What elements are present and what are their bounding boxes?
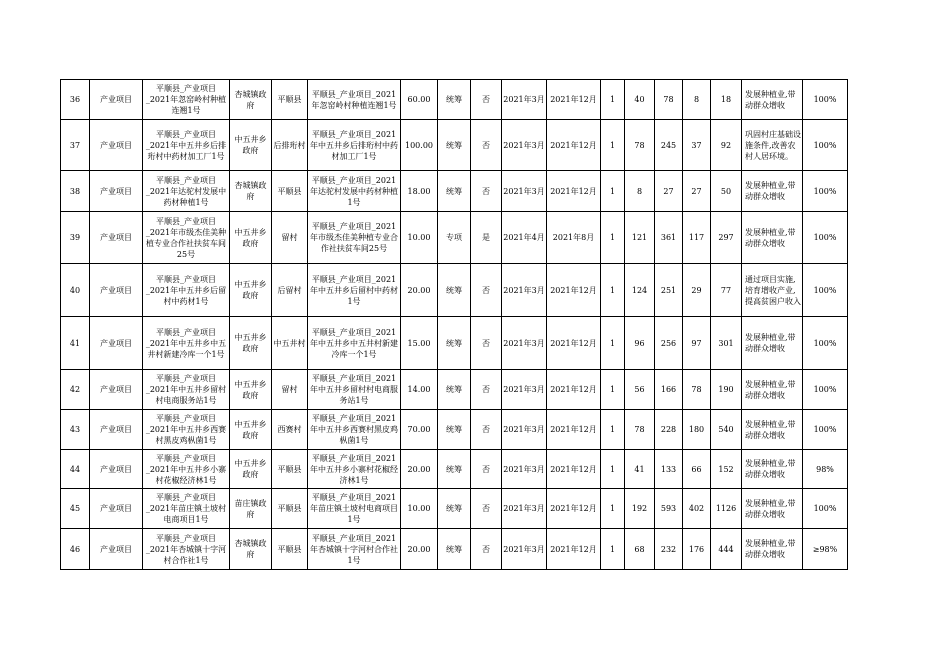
project-type: 产业项目 <box>90 410 143 450</box>
count-3: 78 <box>655 80 683 120</box>
count-5: 152 <box>711 450 742 489</box>
implementing-unit: 中五井乡政府 <box>230 317 272 370</box>
fund-source: 统筹 <box>438 317 471 370</box>
completion-rate: 98% <box>803 450 848 489</box>
project-type: 产业项目 <box>90 450 143 489</box>
fund-amount: 20.00 <box>401 264 438 317</box>
construction-content: 平顺县_产业项目_2021年中五井乡后排珩村中药材加工厂1号 <box>308 120 401 171</box>
flag: 否 <box>471 317 502 370</box>
count-3: 232 <box>655 529 683 570</box>
end-date: 2021年12月 <box>547 317 601 370</box>
table-row <box>61 80 848 120</box>
count-3: 228 <box>655 410 683 450</box>
fund-source: 专项 <box>438 212 471 264</box>
table-row <box>61 370 848 410</box>
completion-rate: 100% <box>803 171 848 212</box>
count-1: 1 <box>601 370 625 410</box>
location: 平顺县 <box>272 171 308 212</box>
fund-source: 统筹 <box>438 370 471 410</box>
row-number: 37 <box>61 120 90 171</box>
benefit-description: 发展种植业,带动群众增收 <box>742 410 803 450</box>
count-3: 593 <box>655 489 683 529</box>
project-name: 平顺县_产业项目_2021年市级杰佳美种植专业合作社扶贫车间25号 <box>143 212 230 264</box>
project-name: 平顺县_产业项目_2021年杏城镇十字河村合作社1号 <box>143 529 230 570</box>
start-date: 2021年3月 <box>502 264 547 317</box>
location: 平顺县 <box>272 529 308 570</box>
benefit-description: 发展种植业,带动群众增收 <box>742 317 803 370</box>
count-3: 361 <box>655 212 683 264</box>
count-1: 1 <box>601 317 625 370</box>
count-1: 1 <box>601 212 625 264</box>
implementing-unit: 杏城镇政府 <box>230 529 272 570</box>
project-type: 产业项目 <box>90 489 143 529</box>
fund-source: 统筹 <box>438 120 471 171</box>
fund-source: 统筹 <box>438 80 471 120</box>
count-3: 166 <box>655 370 683 410</box>
location: 中五井村 <box>272 317 308 370</box>
fund-amount: 20.00 <box>401 529 438 570</box>
location: 留村 <box>272 370 308 410</box>
count-1: 1 <box>601 410 625 450</box>
location: 西赛村 <box>272 410 308 450</box>
construction-content: 平顺县_产业项目_2021年中五井乡留村村电商服务站1号 <box>308 370 401 410</box>
count-4: 66 <box>683 450 711 489</box>
count-2: 40 <box>625 80 655 120</box>
end-date: 2021年12月 <box>547 120 601 171</box>
count-4: 8 <box>683 80 711 120</box>
construction-content: 平顺县_产业项目_2021年杏城镇十字河村合作社1号 <box>308 529 401 570</box>
row-number: 38 <box>61 171 90 212</box>
table-row <box>61 264 848 317</box>
count-5: 1126 <box>711 489 742 529</box>
flag: 是 <box>471 212 502 264</box>
construction-content: 平顺县_产业项目_2021年市级杰佳美种植专业合作社扶贫车间25号 <box>308 212 401 264</box>
table-row <box>61 529 848 570</box>
count-5: 92 <box>711 120 742 171</box>
count-4: 97 <box>683 317 711 370</box>
project-type: 产业项目 <box>90 171 143 212</box>
count-3: 256 <box>655 317 683 370</box>
row-number: 46 <box>61 529 90 570</box>
start-date: 2021年3月 <box>502 450 547 489</box>
project-type: 产业项目 <box>90 80 143 120</box>
flag: 否 <box>471 489 502 529</box>
row-number: 45 <box>61 489 90 529</box>
count-5: 444 <box>711 529 742 570</box>
table-row <box>61 317 848 370</box>
start-date: 2021年3月 <box>502 317 547 370</box>
completion-rate: 100% <box>803 370 848 410</box>
project-type: 产业项目 <box>90 120 143 171</box>
start-date: 2021年3月 <box>502 370 547 410</box>
fund-amount: 18.00 <box>401 171 438 212</box>
fund-amount: 10.00 <box>401 489 438 529</box>
end-date: 2021年12月 <box>547 370 601 410</box>
location: 平顺县 <box>272 80 308 120</box>
count-3: 245 <box>655 120 683 171</box>
count-3: 27 <box>655 171 683 212</box>
count-1: 1 <box>601 120 625 171</box>
benefit-description: 发展种植业,带动群众增收 <box>742 450 803 489</box>
completion-rate: 100% <box>803 264 848 317</box>
end-date: 2021年12月 <box>547 80 601 120</box>
count-2: 192 <box>625 489 655 529</box>
count-1: 1 <box>601 450 625 489</box>
count-2: 124 <box>625 264 655 317</box>
implementing-unit: 杏城镇政府 <box>230 80 272 120</box>
count-5: 77 <box>711 264 742 317</box>
count-2: 78 <box>625 410 655 450</box>
benefit-description: 通过项目实施,培育增收产业,提高贫困户收入 <box>742 264 803 317</box>
location: 平顺县 <box>272 489 308 529</box>
count-2: 41 <box>625 450 655 489</box>
count-5: 190 <box>711 370 742 410</box>
flag: 否 <box>471 529 502 570</box>
construction-content: 平顺县_产业项目_2021年中五井乡西赛村黑皮鸡枞菌1号 <box>308 410 401 450</box>
start-date: 2021年3月 <box>502 529 547 570</box>
benefit-description: 发展种植业,带动群众增收 <box>742 171 803 212</box>
construction-content: 平顺县_产业项目_2021年中五井乡中五井村新建冷库一个1号 <box>308 317 401 370</box>
project-type: 产业项目 <box>90 529 143 570</box>
start-date: 2021年3月 <box>502 80 547 120</box>
implementing-unit: 中五井乡政府 <box>230 370 272 410</box>
fund-amount: 70.00 <box>401 410 438 450</box>
flag: 否 <box>471 80 502 120</box>
fund-amount: 100.00 <box>401 120 438 171</box>
completion-rate: 100% <box>803 489 848 529</box>
end-date: 2021年12月 <box>547 264 601 317</box>
end-date: 2021年12月 <box>547 410 601 450</box>
flag: 否 <box>471 410 502 450</box>
construction-content: 平顺县_产业项目_2021年忽窑岭村种植连翘1号 <box>308 80 401 120</box>
count-2: 78 <box>625 120 655 171</box>
completion-rate: 100% <box>803 120 848 171</box>
project-name: 平顺县_产业项目_2021年达驼村发展中药材种植1号 <box>143 171 230 212</box>
implementing-unit: 中五井乡政府 <box>230 212 272 264</box>
fund-source: 统筹 <box>438 171 471 212</box>
count-5: 18 <box>711 80 742 120</box>
project-name: 平顺县_产业项目_2021年中五井乡后留村中药材1号 <box>143 264 230 317</box>
construction-content: 平顺县_产业项目_2021年达驼村发展中药材种植1号 <box>308 171 401 212</box>
count-4: 402 <box>683 489 711 529</box>
row-number: 43 <box>61 410 90 450</box>
construction-content: 平顺县_产业项目_2021年中五井乡后留村中药材1号 <box>308 264 401 317</box>
fund-source: 统筹 <box>438 489 471 529</box>
project-name: 平顺县_产业项目_2021年忽窑岭村种植连翘1号 <box>143 80 230 120</box>
row-number: 42 <box>61 370 90 410</box>
count-4: 180 <box>683 410 711 450</box>
implementing-unit: 杏城镇政府 <box>230 171 272 212</box>
count-2: 96 <box>625 317 655 370</box>
start-date: 2021年3月 <box>502 120 547 171</box>
table-row <box>61 120 848 171</box>
end-date: 2021年12月 <box>547 529 601 570</box>
flag: 否 <box>471 120 502 171</box>
fund-source: 统筹 <box>438 529 471 570</box>
project-name: 平顺县_产业项目_2021年中五井乡小寨村花椒经济林1号 <box>143 450 230 489</box>
project-name: 平顺县_产业项目_2021年中五井乡西赛村黑皮鸡枞菌1号 <box>143 410 230 450</box>
row-number: 44 <box>61 450 90 489</box>
flag: 否 <box>471 171 502 212</box>
project-type: 产业项目 <box>90 370 143 410</box>
implementing-unit: 中五井乡政府 <box>230 264 272 317</box>
count-4: 37 <box>683 120 711 171</box>
flag: 否 <box>471 264 502 317</box>
end-date: 2021年12月 <box>547 489 601 529</box>
count-5: 297 <box>711 212 742 264</box>
count-1: 1 <box>601 529 625 570</box>
project-type: 产业项目 <box>90 212 143 264</box>
benefit-description: 发展种植业,带动群众增收 <box>742 212 803 264</box>
count-5: 301 <box>711 317 742 370</box>
count-2: 56 <box>625 370 655 410</box>
fund-amount: 10.00 <box>401 212 438 264</box>
row-number: 40 <box>61 264 90 317</box>
start-date: 2021年4月 <box>502 212 547 264</box>
table-row <box>61 212 848 264</box>
count-2: 121 <box>625 212 655 264</box>
count-2: 68 <box>625 529 655 570</box>
table-row <box>61 171 848 212</box>
count-5: 50 <box>711 171 742 212</box>
fund-amount: 60.00 <box>401 80 438 120</box>
project-type: 产业项目 <box>90 317 143 370</box>
end-date: 2021年12月 <box>547 450 601 489</box>
fund-source: 统筹 <box>438 450 471 489</box>
flag: 否 <box>471 450 502 489</box>
completion-rate: 100% <box>803 317 848 370</box>
location: 后排珩村 <box>272 120 308 171</box>
project-name: 平顺县_产业项目_2021年中五井乡留村村电商服务站1号 <box>143 370 230 410</box>
project-name: 平顺县_产业项目_2021年中五井乡中五井村新建冷库一个1号 <box>143 317 230 370</box>
fund-source: 统筹 <box>438 410 471 450</box>
count-4: 29 <box>683 264 711 317</box>
construction-content: 平顺县_产业项目_2021年苗庄镇土坡村电商项目1号 <box>308 489 401 529</box>
count-3: 251 <box>655 264 683 317</box>
implementing-unit: 中五井乡政府 <box>230 450 272 489</box>
project-table <box>60 79 848 570</box>
fund-amount: 14.00 <box>401 370 438 410</box>
start-date: 2021年3月 <box>502 489 547 529</box>
count-5: 540 <box>711 410 742 450</box>
completion-rate: 100% <box>803 80 848 120</box>
start-date: 2021年3月 <box>502 171 547 212</box>
table-row <box>61 410 848 450</box>
construction-content: 平顺县_产业项目_2021年中五井乡小寨村花椒经济林1号 <box>308 450 401 489</box>
count-4: 117 <box>683 212 711 264</box>
row-number: 36 <box>61 80 90 120</box>
benefit-description: 发展种植业,带动群众增收 <box>742 370 803 410</box>
count-4: 78 <box>683 370 711 410</box>
count-2: 8 <box>625 171 655 212</box>
completion-rate: 100% <box>803 212 848 264</box>
flag: 否 <box>471 370 502 410</box>
fund-source: 统筹 <box>438 264 471 317</box>
fund-amount: 20.00 <box>401 450 438 489</box>
table-row <box>61 450 848 489</box>
implementing-unit: 中五井乡政府 <box>230 120 272 171</box>
benefit-description: 巩固村庄基础设施条件,改善农村人居环境。 <box>742 120 803 171</box>
completion-rate: ≥98% <box>803 529 848 570</box>
fund-amount: 15.00 <box>401 317 438 370</box>
count-1: 1 <box>601 489 625 529</box>
implementing-unit: 中五井乡政府 <box>230 410 272 450</box>
count-3: 133 <box>655 450 683 489</box>
row-number: 39 <box>61 212 90 264</box>
benefit-description: 发展种植业,带动群众增收 <box>742 80 803 120</box>
row-number: 41 <box>61 317 90 370</box>
table-row <box>61 489 848 529</box>
benefit-description: 发展种植业,带动群众增收 <box>742 529 803 570</box>
project-name: 平顺县_产业项目_2021年苗庄镇土坡村电商项目1号 <box>143 489 230 529</box>
project-name: 平顺县_产业项目_2021年中五井乡后排珩村中药材加工厂1号 <box>143 120 230 171</box>
location: 留村 <box>272 212 308 264</box>
count-1: 1 <box>601 264 625 317</box>
count-4: 27 <box>683 171 711 212</box>
start-date: 2021年3月 <box>502 410 547 450</box>
location: 平顺县 <box>272 450 308 489</box>
count-1: 1 <box>601 171 625 212</box>
benefit-description: 发展种植业,带动群众增收 <box>742 489 803 529</box>
project-type: 产业项目 <box>90 264 143 317</box>
end-date: 2021年12月 <box>547 171 601 212</box>
count-4: 176 <box>683 529 711 570</box>
completion-rate: 100% <box>803 410 848 450</box>
location: 后留村 <box>272 264 308 317</box>
end-date: 2021年8月 <box>547 212 601 264</box>
implementing-unit: 苗庄镇政府 <box>230 489 272 529</box>
count-1: 1 <box>601 80 625 120</box>
